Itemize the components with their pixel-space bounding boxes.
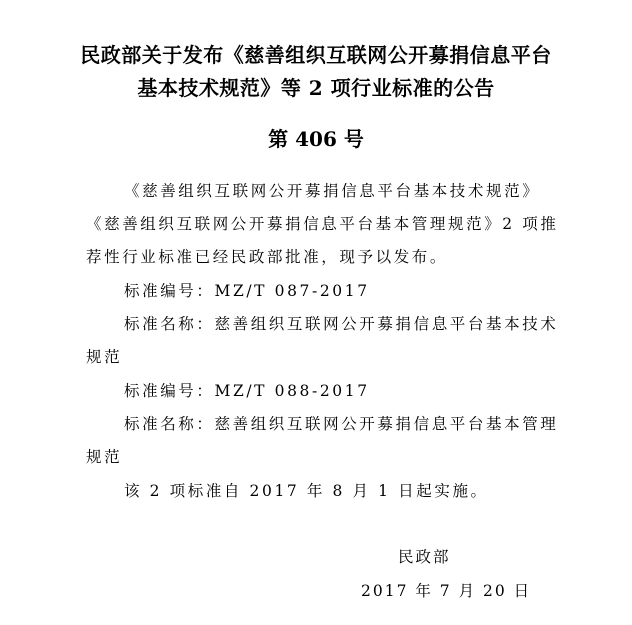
intro-line-3: 荐性行业标准已经民政部批准，现予以发布。 [86, 248, 449, 266]
intro-line-2: 《慈善组织互联网公开募捐信息平台基本管理规范》2 项推 [86, 215, 559, 233]
standard-2-name: 标准名称：慈善组织互联网公开募捐信息平台基本管理 [124, 415, 559, 433]
standard-2-name-cont: 规范 [86, 448, 123, 466]
title-line-1: 民政部关于发布《慈善组织互联网公开募捐信息平台 [80, 43, 552, 67]
effective-date-statement: 该 2 项标准自 2017 年 8 月 1 日起实施。 [124, 482, 489, 500]
standard-2-code: 标准编号：MZ/T 088-2017 [124, 382, 370, 400]
standard-1-name-cont: 规范 [86, 348, 123, 366]
issuer: 民政部 [398, 548, 451, 566]
standard-1-name: 标准名称：慈善组织互联网公开募捐信息平台基本技术 [124, 315, 559, 333]
intro-line-1: 《慈善组织互联网公开募捐信息平台基本技术规范》 [124, 182, 541, 200]
standard-1-code: 标准编号：MZ/T 087-2017 [124, 282, 370, 300]
issue-date: 2017 年 7 月 20 日 [361, 582, 532, 600]
title-line-2: 基本技术规范》等 2 项行业标准的公告 [137, 76, 495, 100]
announcement-number: 第 406 号 [268, 127, 364, 151]
